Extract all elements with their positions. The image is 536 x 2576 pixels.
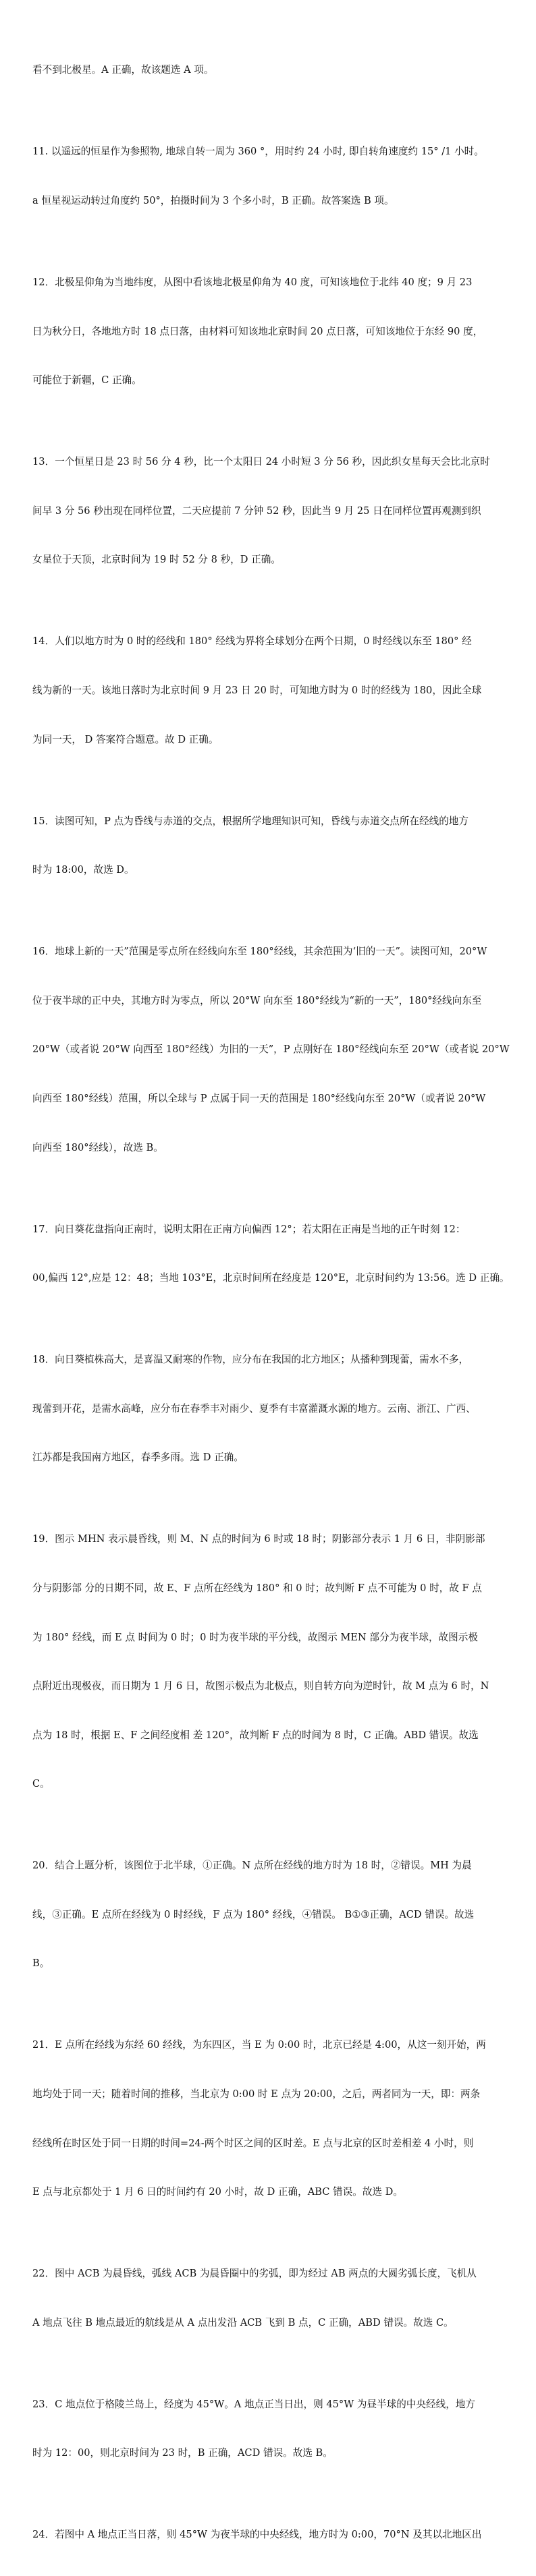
text-line: a 恒星视运动转过角度约 50°，拍摄时间为 3 个多小时，B 正确。故答案选 B 项。 <box>32 195 394 206</box>
paragraph-q21 <box>32 2005 525 2233</box>
text-line: 江苏都是我国南方地区，春季多雨。选 D 正确。 <box>32 1452 244 1464</box>
text-line: 间早 3 分 56 秒出现在同样位置，二天应提前 7 分钟 52 秒，因此当 9 月 25 日在同样位置再观测到织 <box>32 505 481 517</box>
text-line: 11. 以遥远的恒星作为参照物, 地球自转一周为 360 °，用时约 24 小时, 即自转角速度约 15° /1 小时。 <box>32 146 484 158</box>
answer-explanations <box>32 30 525 2576</box>
text-line: 向西至 180°经线），故选 B。 <box>32 1141 163 1153</box>
paragraph-q13 <box>32 422 525 601</box>
text-line: 12．北极星仰角为当地纬度，从图中看该地北极星仰角为 40 度，可知该地位于北纬 40 度；9 月 23 <box>32 277 473 288</box>
paragraph-q16 <box>32 911 525 1189</box>
text-line: E 点与北京都处于 1 月 6 日的时间约有 20 小时，故 D 正确，ABC 错误。故选 D。 <box>32 2186 403 2198</box>
text-line: 经线所在时区处于同一日期的时间=24-两个时区之间的区时差。E 点与北京的区时差相差 4 小时，则 <box>32 2137 474 2149</box>
paragraph-q12 <box>32 242 525 422</box>
text-line: A 地点飞往 B 地点最近的航线是从 A 点出发沿 ACB 飞到 B 点，C 正确，ABD 错误。故选 C。 <box>32 2316 454 2328</box>
paragraph-q18 <box>32 1319 525 1499</box>
text-line: 17．向日葵花盘指向正南时，说明太阳在正南方向偏西 12°；若太阳在正南是当地的正午时刻 12： <box>32 1223 466 1235</box>
text-line: 为同一天， D 答案符合题意。故 D 正确。 <box>32 733 219 745</box>
text-line: 位于夜半球的正中央，其地方时为零点，所以 20°W 向东至 180°经线为“新的一天”，180°经线向东至 <box>32 994 482 1006</box>
text-line: 14．人们以地方时为 0 时的经线和 180° 经线为界将全球划分在两个日期，0 时经线以东至 180° 经 <box>32 635 472 648</box>
text-line: 13．一个恒星日是 23 时 56 分 4 秒，比一个太阳日 24 小时短 3 分 56 秒，因此织女星每天会比北京时 <box>32 456 490 468</box>
text-line: 15．读图可知，P 点为昏线与赤道的交点，根据所学地理知识可知，昏线与赤道交点所在经线的地方 <box>32 815 468 827</box>
text-line: 时为 12：00，则北京时间为 23 时，B 正确，ACD 错误。故选 B。 <box>32 2447 333 2459</box>
text-line: 线为新的一天。该地日落时为北京时间 9 月 23 日 20 时，可知地方时为 0 时的经线为 180，因此全球 <box>32 684 482 696</box>
text-line: 24．若图中 A 地点正当日落，则 45°W 为夜半球的中央经线，地方时为 0:00，70°N 及其以北地区出 <box>32 2529 482 2541</box>
text-line: 20°W（或者说 20°W 向西至 180°经线）为旧的一天”，P 点刚好在 180°经线向东至 20°W（或者说 20°W <box>32 1043 510 1056</box>
paragraph-q23 <box>32 2364 525 2494</box>
text-line: 分与阴影部 分的日期不同，故 E、F 点所在经线为 180° 和 0 时；故判断 F 点不可能为 0 时，故 F 点 <box>32 1582 482 1594</box>
text-line: 21．E 点所在经线为东经 60 经线，为东四区，当 E 为 0:00 时，北京已经是 4:00，从这一刻开始，两 <box>32 2039 486 2051</box>
text-line: 为 180° 经线，而 E 点 时间为 0 时；0 时为夜半球的平分线，故图示 MEN 部分为夜半球，故图示极 <box>32 1631 478 1643</box>
text-line: 16．地球上新的一天”范围是零点所在经线向东至 180°经线，其余范围为‘旧的一天”。读图可知，20°W <box>32 946 487 958</box>
text-line: 19．图示 MHN 表示晨昏线，则 M、N 点的时间为 6 时或 18 时；阴影部分表示 1 月 6 日，非阴影部 <box>32 1533 485 1545</box>
paragraph-continued <box>32 30 525 111</box>
text-line: 女星位于天顶，北京时间为 19 时 52 分 8 秒，D 正确。 <box>32 554 281 566</box>
text-line: 日为秋分日，各地地方时 18 点日落，由材料可知该地北京时间 20 点日落，可知该地位于东经 90 度， <box>32 325 483 337</box>
paragraph-q14 <box>32 601 525 780</box>
text-line: 现蕾到开花，是需水高峰，应分布在春季丰对雨少、夏季有丰富灌溉水源的地方。云南、浙江、广西、 <box>32 1402 476 1414</box>
text-line: 向西至 180°经线）范围，所以全球与 P 点属于同一天的范围是 180°经线向东至 20°W（或者说 20°W <box>32 1092 486 1104</box>
text-line: 时为 18:00，故选 D。 <box>32 864 134 876</box>
paragraph-q22 <box>32 2233 525 2364</box>
text-line: 可能位于新疆，C 正确。 <box>32 374 142 387</box>
text-line: 看不到北极星。A 正确，故该题选 A 项。 <box>32 64 214 76</box>
paragraph-q17 <box>32 1189 525 1319</box>
text-line: B。 <box>32 1957 50 1970</box>
text-line: 地均处于同一天；随着时间的推移，当北京为 0:00 时 E 点为 20:00，之后，两者同为一天，即：两条 <box>32 2088 481 2100</box>
paragraph-q19 <box>32 1499 525 1825</box>
paragraph-q20 <box>32 1825 525 2005</box>
text-line: 00,偏西 12°,应是 12：48；当地 103°E，北京时间所在经度是 120°E，北京时间约为 13:56。选 D 正确。 <box>32 1272 510 1284</box>
text-line: 点附近出现极夜，而日期为 1 月 6 日，故图示极点为北极点，则自转方向为逆时针，故 M 点为 6 时，N <box>32 1680 489 1692</box>
paragraph-q15 <box>32 780 525 911</box>
text-line: 20．结合上题分析，该图位于北半球，①正确。N 点所在经线的地方时为 18 时，②错误。MH 为晨 <box>32 1860 472 1872</box>
text-line: 22．图中 ACB 为晨昏线，弧线 ACB 为晨昏圈中的劣弧，即为经过 AB 两点的大圆劣弧长度，飞机从 <box>32 2268 477 2280</box>
text-line: 23．C 地点位于格陵兰岛上，经度为 45°W。A 地点正当日出，则 45°W 为昼半球的中央经线，地方 <box>32 2398 475 2410</box>
paragraph-q24 <box>32 2494 525 2576</box>
text-line: C。 <box>32 1778 50 1790</box>
text-line: 点为 18 时，根据 E、F 之间经度相 差 120°，故判断 F 点的时间为 8 时，C 正确。ABD 错误。故选 <box>32 1729 479 1741</box>
text-line: 线，③正确。E 点所在经线为 0 时经线，F 点为 180° 经线，④错误。 B①③正确，ACD 错误。故选 <box>32 1908 475 1920</box>
paragraph-q11 <box>32 111 525 242</box>
text-line: 18．向日葵植株高大，是喜温又耐寒的作物，应分布在我国的北方地区；从播种到现蕾，需水不多， <box>32 1354 469 1366</box>
